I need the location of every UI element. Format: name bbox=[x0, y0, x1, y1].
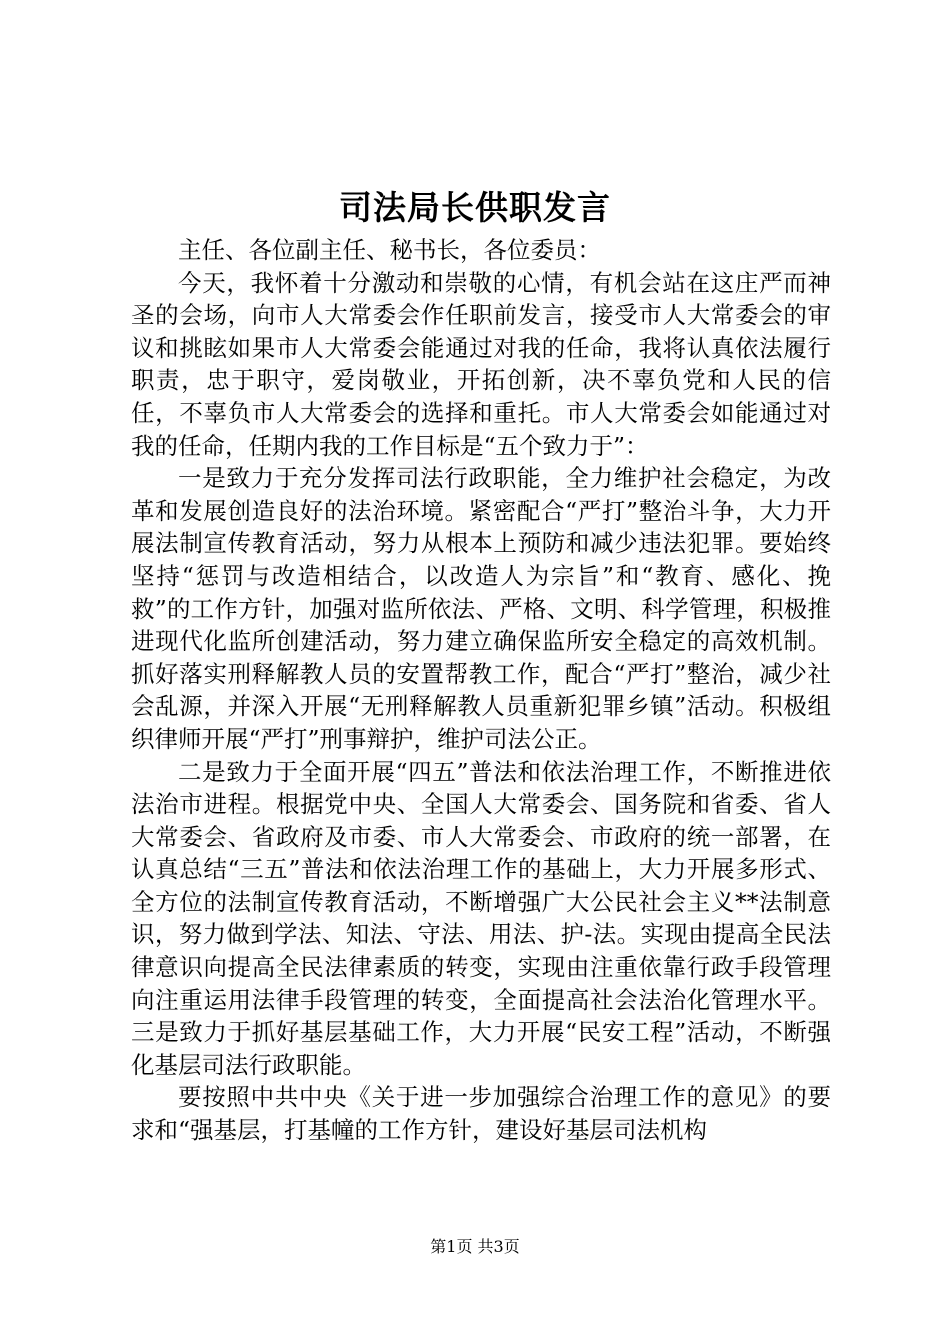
body-paragraph: 今天，我怀着十分激动和崇敬的心情，有机会站在这庄严而神圣的会场，向市人大常委会作任职前发言，接受市人大常委会的审议和挑眩如果市人大常委会能通过对我的任命，我将认真依法履行职责，忠于职守，爱岗敬业，开拓创新，决不辜负党和人民的信任，不辜负市人大常委会的选择和重托。市人大常委会如能通过对我的任命，任期内我的工作目标是“五个致力于”： bbox=[131, 268, 831, 460]
page-number-footer: 第1页 共3页 bbox=[430, 1237, 520, 1256]
body-paragraph: 二是致力于全面开展“四五”普法和依法治理工作，不断推进依法治市进程。根据党中央、全国人大常委会、国务院和省委、省人大常委会、省政府及市委、市人大常委会、市政府的统一部署，在认真总结“三五”普法和依法治理工作的基础上，大力开展多形式、全方位的法制宣传教育活动，不断增强广大公民社会主义**法制意识，努力做到学法、知法、守法、用法、护-法。实现由提高全民法律意识向提高全民法律素质的转变，实现由注重依靠行政手段管理向注重运用法律手段管理的转变，全面提高社会法治化管理水平。三是致力于抓好基层基础工作，大力开展“民安工程”活动，不断强化基层司法行政职能。 bbox=[131, 757, 831, 1079]
body-paragraph: 要按照中共中央《关于进一步加强综合治理工作的意见》的要求和“强基层，打基幢的工作方针，建设好基层司法机构 bbox=[131, 1083, 831, 1145]
body-paragraph: 一是致力于充分发挥司法行政职能，全力维护社会稳定，为改革和发展创造良好的法治环境。紧密配合“严打”整治斗争，大力开展法制宣传教育活动，努力从根本上预防和减少违法犯罪。要始终坚持“惩罚与改造相结合，以改造人为宗旨”和“教育、感化、挽救”的工作方针，加强对监所依法、严格、文明、科学管理，积极推进现代化监所创建活动，努力建立确保监所安全稳定的高效机制。抓好落实刑释解教人员的安置帮教工作，配合“严打”整治，减少社会乱源，并深入开展“无刑释解教人员重新犯罪乡镇”活动。积极组织律师开展“严打”刑事辩护，维护司法公正。 bbox=[131, 464, 831, 753]
document-title: 司法局长供职发言 bbox=[339, 188, 611, 227]
salutation-paragraph: 主任、各位副主任、秘书长，各位委员： bbox=[178, 236, 601, 264]
document-body bbox=[131, 234, 831, 1147]
